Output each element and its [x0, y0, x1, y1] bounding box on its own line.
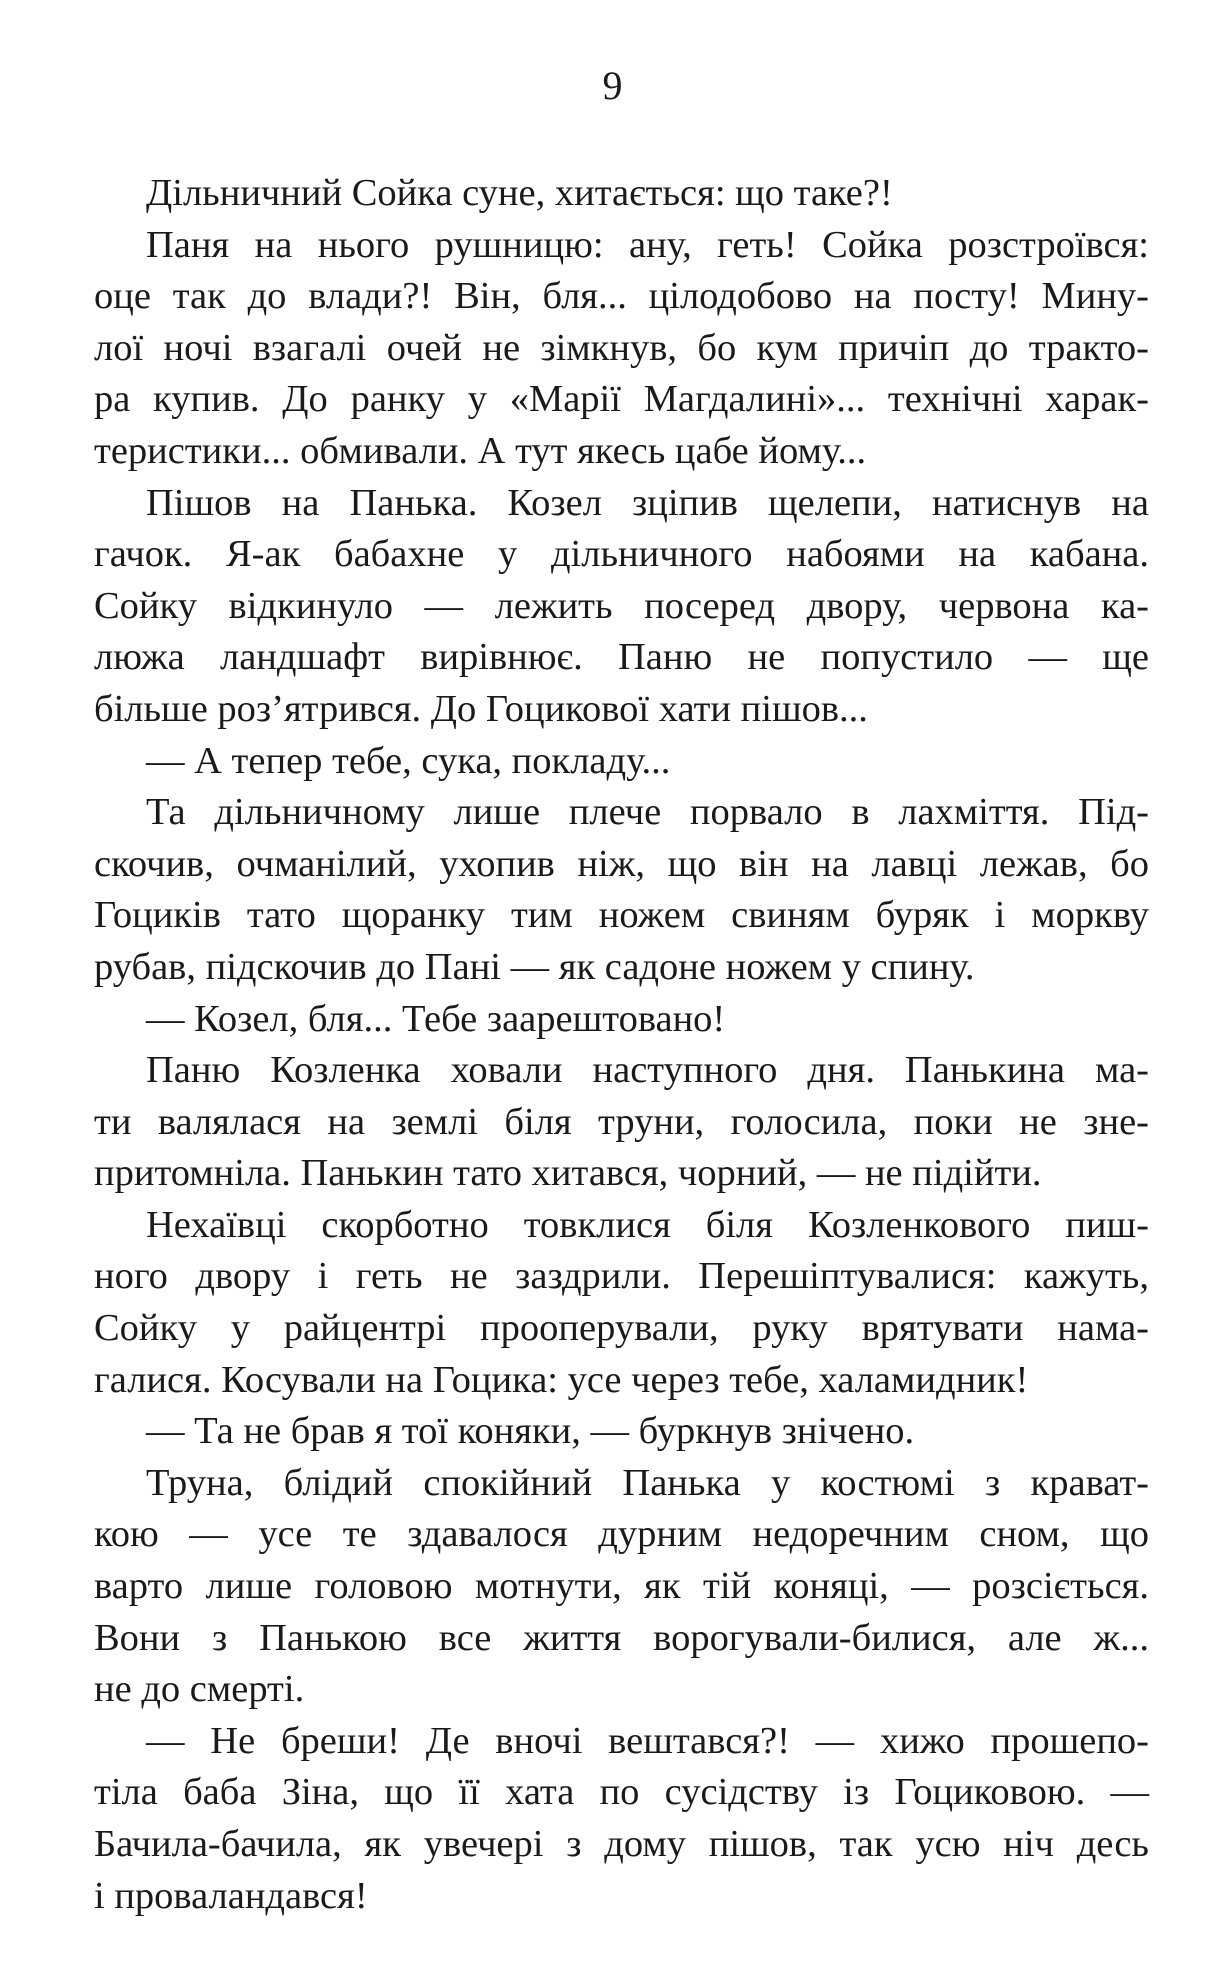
- text-line: лої ночі взагалі очей не зімкнув, бо кум причіп до тракто-: [94, 326, 1149, 369]
- paragraph: [94, 478, 1149, 736]
- text-line: Пішов на Панька. Козел зціпив щелепи, натиснув на: [146, 481, 1149, 524]
- text-line: Паня на нього рушницю: ану, геть! Сойка розстроївся:: [146, 223, 1149, 266]
- text-line: ного двору і геть не заздрили. Перешіптувалися: кажуть,: [94, 1255, 1149, 1298]
- paragraph: [94, 220, 1149, 478]
- paragraph: [94, 787, 1149, 993]
- paragraph: [94, 1716, 1149, 1922]
- text-line: — Та не брав я тої коняки, — буркнув знічено.: [146, 1410, 915, 1453]
- text-line: — А тепер тебе, сука, покладу...: [146, 739, 671, 782]
- text-line: гачок. Я-ак бабахне у дільничного набоями на кабана.: [94, 533, 1149, 576]
- text-line: більше роз’ятрився. До Гоцикової хати пішов...: [94, 687, 868, 730]
- text-line: Сойку відкинуло — лежить посеред двору, червона ка-: [94, 584, 1149, 627]
- text-line: і проваландався!: [94, 1874, 368, 1917]
- text-line: ти валялася на землі біля труни, голосила, поки не зне-: [94, 1100, 1149, 1143]
- text-line: Та дільничному лише плече порвало в лахміття. Під-: [146, 791, 1149, 834]
- text-line: Паню Козленка ховали наступного дня. Панькина ма-: [146, 1049, 1149, 1092]
- text-line: Вони з Панькою все життя ворогували-билися, але ж...: [94, 1616, 1149, 1659]
- text-line: Бачила-бачила, як увечері з дому пішов, так усю ніч десь: [94, 1823, 1149, 1865]
- text-line: — Не бреши! Де вночі вештався?! — хижо прошепо-: [146, 1719, 1149, 1762]
- text-line: кою — усе те здавалося дурним недоречним сном, що: [94, 1513, 1149, 1556]
- text-line: притомніла. Панькин тато хитався, чорний, — не підійти.: [94, 1152, 1042, 1195]
- page-number: 9: [602, 63, 623, 108]
- text-line: Сойку у райцентрі прооперували, руку врятувати нама-: [94, 1307, 1149, 1350]
- paragraph: [94, 1200, 1149, 1406]
- text-line: Гоциків тато щоранку тим ножем свиням буряк і моркву: [94, 894, 1149, 937]
- paragraph: [94, 994, 1149, 1046]
- text-line: Нехаївці скорботно товклися біля Козленкового пиш-: [146, 1203, 1149, 1246]
- paragraph: [94, 1045, 1149, 1200]
- text-line: тіла баба Зіна, що її хата по сусідству із Гоциковою. —: [94, 1771, 1149, 1814]
- text-line: теристики... обмивали. А тут якесь цабе йому...: [94, 429, 867, 472]
- text-line: рубав, підскочив до Пані — як садоне ножем у спину.: [94, 945, 975, 988]
- paragraph: [94, 1458, 1149, 1716]
- text-line: не до смерті.: [94, 1668, 305, 1711]
- paragraph: [94, 1406, 1149, 1458]
- text-body: [94, 168, 1149, 1922]
- paragraph: [94, 168, 1149, 220]
- text-line: Труна, блідий спокійний Панька у костюмі з крават-: [146, 1461, 1149, 1504]
- paragraph: [94, 736, 1149, 788]
- text-line: ра купив. До ранку у «Марії Магдалині»... технічні харак-: [94, 378, 1149, 421]
- text-line: люжа ландшафт вирівнює. Паню не попустило — ще: [94, 636, 1149, 679]
- text-line: варто лише головою мотнути, як тій коняці, — розсіється.: [94, 1565, 1149, 1608]
- text-line: Дільничний Сойка суне, хитається: що таке?!: [146, 172, 893, 214]
- text-line: — Козел, бля... Тебе заарештовано!: [146, 997, 726, 1040]
- text-line: скочив, очманілий, ухопив ніж, що він на лавці лежав, бо: [94, 842, 1149, 885]
- text-line: галися. Косували на Гоцика: усе через тебе, халамидник!: [94, 1358, 1029, 1401]
- text-line: оце так до влади?! Він, бля... цілодобово на посту! Мину-: [94, 275, 1149, 318]
